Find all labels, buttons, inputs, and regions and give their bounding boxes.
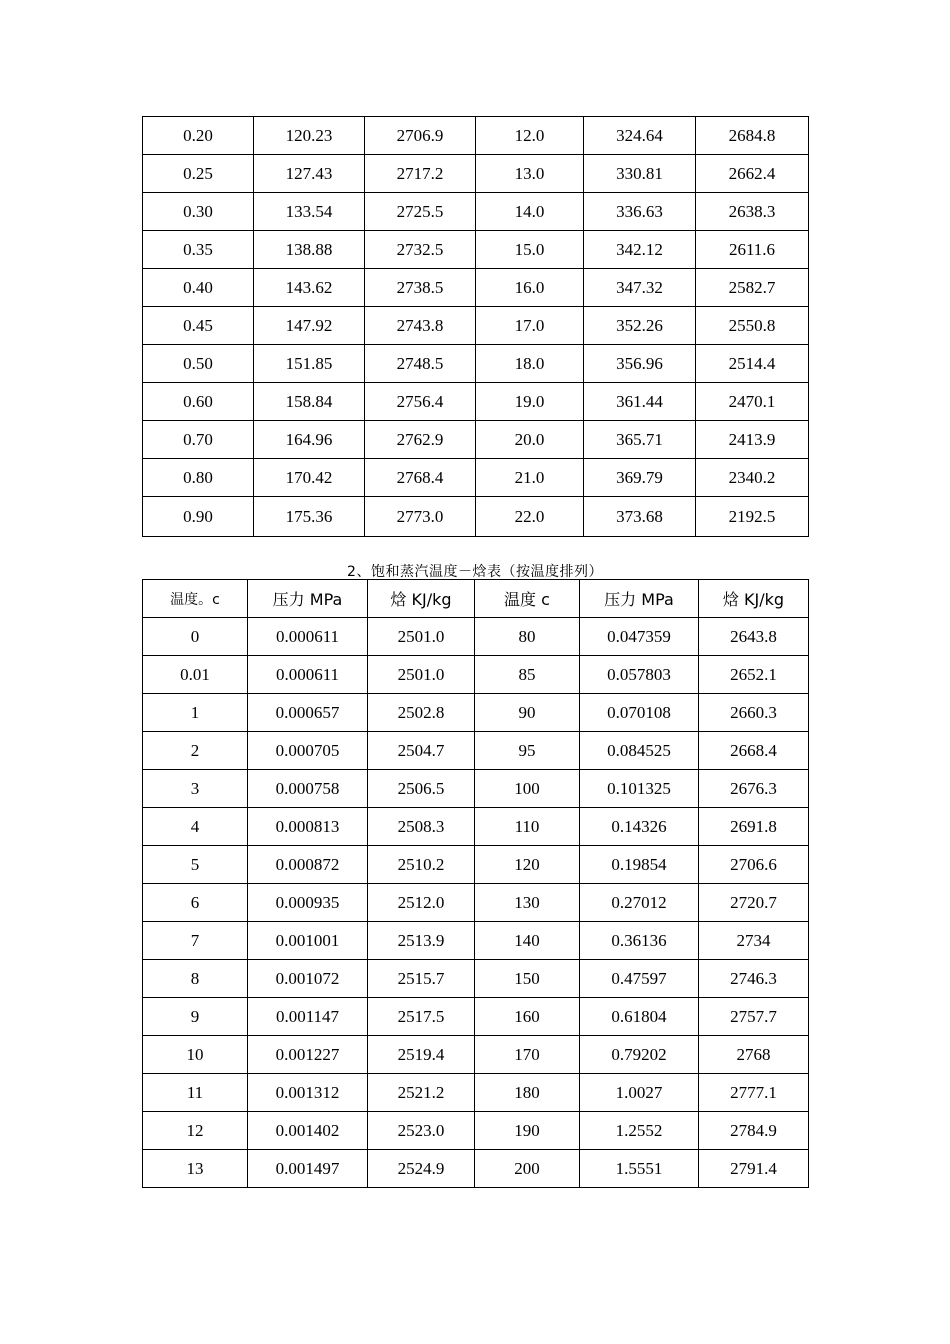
pressure-table-body: [143, 117, 809, 537]
table-cell: 2757.7: [699, 998, 809, 1036]
table-cell: 200: [475, 1150, 580, 1188]
table-cell: 180: [475, 1074, 580, 1112]
table-cell: 170: [475, 1036, 580, 1074]
table-cell: 22.0: [476, 497, 584, 537]
table-cell: 0.070108: [580, 694, 699, 732]
table-row: [143, 770, 809, 808]
table-cell: 2791.4: [699, 1150, 809, 1188]
table-cell: 330.81: [584, 155, 696, 193]
table-cell: 2725.5: [365, 193, 476, 231]
temperature-table-body: [143, 580, 809, 1188]
table-cell: 15.0: [476, 231, 584, 269]
table-cell: 0.057803: [580, 656, 699, 694]
table-cell: 130: [475, 884, 580, 922]
table-cell: 0.30: [143, 193, 254, 231]
table-cell: 2762.9: [365, 421, 476, 459]
table-cell: 0.19854: [580, 846, 699, 884]
table-cell: 2512.0: [368, 884, 475, 922]
table-cell: 4: [143, 808, 248, 846]
table-cell: 5: [143, 846, 248, 884]
table-cell: 164.96: [254, 421, 365, 459]
table-row: [143, 269, 809, 307]
table-cell: 2746.3: [699, 960, 809, 998]
table-cell: 2720.7: [699, 884, 809, 922]
table-cell: 2676.3: [699, 770, 809, 808]
table-row: [143, 193, 809, 231]
table-cell: 110: [475, 808, 580, 846]
table-cell: 19.0: [476, 383, 584, 421]
header-pressure: 压力 MPa: [580, 580, 699, 618]
table-cell: 85: [475, 656, 580, 694]
table-cell: 8: [143, 960, 248, 998]
table-cell: 7: [143, 922, 248, 960]
table-row: [143, 497, 809, 537]
table-cell: 352.26: [584, 307, 696, 345]
table-cell: 90: [475, 694, 580, 732]
table-cell: 2706.6: [699, 846, 809, 884]
table-cell: 2662.4: [696, 155, 809, 193]
table-cell: 2510.2: [368, 846, 475, 884]
table-cell: 0.000611: [248, 656, 368, 694]
table-cell: 2517.5: [368, 998, 475, 1036]
header-enthalpy: 焓 KJ/kg: [699, 580, 809, 618]
table-cell: 0.36136: [580, 922, 699, 960]
table-cell: 13: [143, 1150, 248, 1188]
table-cell: 0.70: [143, 421, 254, 459]
table-cell: 2340.2: [696, 459, 809, 497]
table-cell: 2691.8: [699, 808, 809, 846]
table-cell: 347.32: [584, 269, 696, 307]
table-cell: 0.047359: [580, 618, 699, 656]
table-cell: 369.79: [584, 459, 696, 497]
table-cell: 0.50: [143, 345, 254, 383]
table-cell: 158.84: [254, 383, 365, 421]
table-cell: 0.000705: [248, 732, 368, 770]
table-cell: 2192.5: [696, 497, 809, 537]
table-row: [143, 846, 809, 884]
table-cell: 143.62: [254, 269, 365, 307]
table-cell: 11: [143, 1074, 248, 1112]
header-enthalpy: 焓 KJ/kg: [368, 580, 475, 618]
table-cell: 2706.9: [365, 117, 476, 155]
table-cell: 2501.0: [368, 618, 475, 656]
table-row: [143, 808, 809, 846]
saturated-steam-temperature-enthalpy-table: [142, 579, 809, 1188]
table-cell: 2732.5: [365, 231, 476, 269]
table-cell: 20.0: [476, 421, 584, 459]
table-cell: 2734: [699, 922, 809, 960]
table-cell: 138.88: [254, 231, 365, 269]
table-cell: 12.0: [476, 117, 584, 155]
table-cell: 12: [143, 1112, 248, 1150]
table-cell: 2514.4: [696, 345, 809, 383]
table-row: [143, 383, 809, 421]
table-cell: 2756.4: [365, 383, 476, 421]
table-cell: 170.42: [254, 459, 365, 497]
table-row: [143, 1150, 809, 1188]
table-cell: 120.23: [254, 117, 365, 155]
header-pressure: 压力 MPa: [248, 580, 368, 618]
table-cell: 2768.4: [365, 459, 476, 497]
table-cell: 2523.0: [368, 1112, 475, 1150]
table-cell: 0.001402: [248, 1112, 368, 1150]
table-cell: 0.001072: [248, 960, 368, 998]
pressure-table-continued: [142, 116, 809, 537]
table-cell: 150: [475, 960, 580, 998]
table-cell: 2519.4: [368, 1036, 475, 1074]
table-cell: 2738.5: [365, 269, 476, 307]
table-cell: 175.36: [254, 497, 365, 537]
table-cell: 361.44: [584, 383, 696, 421]
table-cell: 2638.3: [696, 193, 809, 231]
table-row: [143, 922, 809, 960]
table-cell: 13.0: [476, 155, 584, 193]
table-cell: 0.084525: [580, 732, 699, 770]
table-header-row: [143, 580, 809, 618]
table-cell: 2582.7: [696, 269, 809, 307]
table-cell: 95: [475, 732, 580, 770]
table-cell: 0.000758: [248, 770, 368, 808]
table-cell: 16.0: [476, 269, 584, 307]
table-cell: 18.0: [476, 345, 584, 383]
table-cell: 0.000935: [248, 884, 368, 922]
table-cell: 3: [143, 770, 248, 808]
table-cell: 356.96: [584, 345, 696, 383]
table-cell: 2768: [699, 1036, 809, 1074]
table-cell: 0.61804: [580, 998, 699, 1036]
table-cell: 2502.8: [368, 694, 475, 732]
table-row: [143, 618, 809, 656]
table-cell: 0.79202: [580, 1036, 699, 1074]
table-cell: 0.40: [143, 269, 254, 307]
table-cell: 1.5551: [580, 1150, 699, 1188]
table-cell: 2470.1: [696, 383, 809, 421]
table-row: [143, 459, 809, 497]
table-cell: 140: [475, 922, 580, 960]
table-cell: 342.12: [584, 231, 696, 269]
table-cell: 160: [475, 998, 580, 1036]
table-cell: 365.71: [584, 421, 696, 459]
table-cell: 373.68: [584, 497, 696, 537]
table-cell: 1: [143, 694, 248, 732]
table-cell: 0.001001: [248, 922, 368, 960]
table-cell: 2773.0: [365, 497, 476, 537]
table-cell: 9: [143, 998, 248, 1036]
table-caption: 2、饱和蒸汽温度－焓表（按温度排列）: [347, 564, 603, 580]
table-cell: 0.35: [143, 231, 254, 269]
table-cell: 2652.1: [699, 656, 809, 694]
table-row: [143, 1112, 809, 1150]
table-cell: 0.80: [143, 459, 254, 497]
table-cell: 0: [143, 618, 248, 656]
table-cell: 1.0027: [580, 1074, 699, 1112]
header-temperature: 温度。c: [143, 580, 248, 618]
table-cell: 2550.8: [696, 307, 809, 345]
table-cell: 0.001497: [248, 1150, 368, 1188]
table-cell: 2513.9: [368, 922, 475, 960]
table-cell: 0.47597: [580, 960, 699, 998]
table-cell: 14.0: [476, 193, 584, 231]
table-cell: 147.92: [254, 307, 365, 345]
table-cell: 2: [143, 732, 248, 770]
table-cell: 2743.8: [365, 307, 476, 345]
table-cell: 0.001147: [248, 998, 368, 1036]
table-cell: 2521.2: [368, 1074, 475, 1112]
table-cell: 0.14326: [580, 808, 699, 846]
table-cell: 2504.7: [368, 732, 475, 770]
table-cell: 2413.9: [696, 421, 809, 459]
table-cell: 133.54: [254, 193, 365, 231]
table-cell: 2501.0: [368, 656, 475, 694]
table-row: [143, 960, 809, 998]
table-cell: 0.001227: [248, 1036, 368, 1074]
table-cell: 0.25: [143, 155, 254, 193]
table-cell: 17.0: [476, 307, 584, 345]
table-cell: 0.20: [143, 117, 254, 155]
table-cell: 0.60: [143, 383, 254, 421]
table-cell: 0.000813: [248, 808, 368, 846]
table-cell: 324.64: [584, 117, 696, 155]
table-cell: 2777.1: [699, 1074, 809, 1112]
table-cell: 10: [143, 1036, 248, 1074]
table-row: [143, 155, 809, 193]
table-row: [143, 732, 809, 770]
table-row: [143, 656, 809, 694]
table-row: [143, 1036, 809, 1074]
table-cell: 0.45: [143, 307, 254, 345]
table-row: [143, 884, 809, 922]
table-cell: 336.63: [584, 193, 696, 231]
table-cell: 0.001312: [248, 1074, 368, 1112]
table-cell: 2748.5: [365, 345, 476, 383]
table-row: [143, 117, 809, 155]
table-cell: 151.85: [254, 345, 365, 383]
table-cell: 2643.8: [699, 618, 809, 656]
table-cell: 21.0: [476, 459, 584, 497]
table-cell: 2611.6: [696, 231, 809, 269]
table-cell: 2684.8: [696, 117, 809, 155]
table-row: [143, 421, 809, 459]
header-temperature: 温度 c: [475, 580, 580, 618]
table-cell: 100: [475, 770, 580, 808]
table-cell: 127.43: [254, 155, 365, 193]
table-cell: 2784.9: [699, 1112, 809, 1150]
table-row: [143, 1074, 809, 1112]
table-cell: 80: [475, 618, 580, 656]
table-cell: 2508.3: [368, 808, 475, 846]
table-cell: 0.000611: [248, 618, 368, 656]
table-cell: 2515.7: [368, 960, 475, 998]
table-cell: 2668.4: [699, 732, 809, 770]
table-cell: 2717.2: [365, 155, 476, 193]
table-cell: 190: [475, 1112, 580, 1150]
table-cell: 0.000872: [248, 846, 368, 884]
table-row: [143, 694, 809, 732]
table-row: [143, 307, 809, 345]
table-cell: 2660.3: [699, 694, 809, 732]
table-cell: 1.2552: [580, 1112, 699, 1150]
table-row: [143, 231, 809, 269]
table-cell: 0.90: [143, 497, 254, 537]
table-row: [143, 345, 809, 383]
table-cell: 2506.5: [368, 770, 475, 808]
table-cell: 0.101325: [580, 770, 699, 808]
table-cell: 0.01: [143, 656, 248, 694]
table-cell: 6: [143, 884, 248, 922]
table-cell: 0.27012: [580, 884, 699, 922]
table-row: [143, 998, 809, 1036]
table-cell: 2524.9: [368, 1150, 475, 1188]
table-cell: 120: [475, 846, 580, 884]
table-cell: 0.000657: [248, 694, 368, 732]
